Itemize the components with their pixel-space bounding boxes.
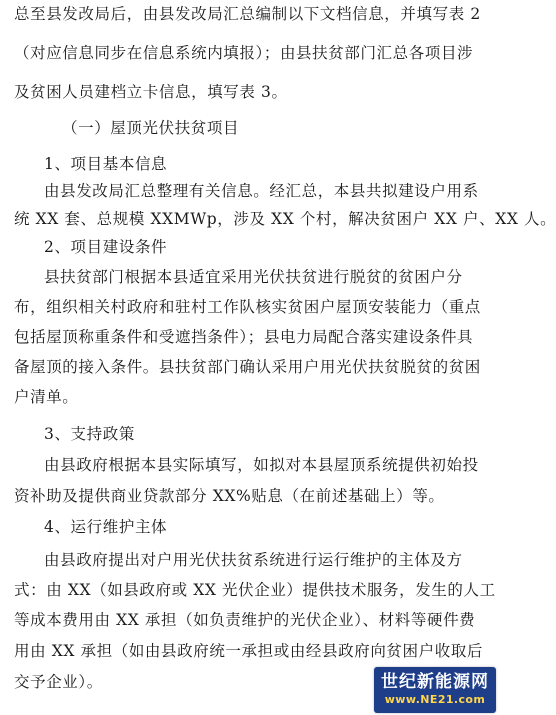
body-text-line: 备屋顶的接入条件。县扶贫部门确认采用户用光伏扶贫脱贫的贫困: [14, 358, 481, 376]
subsection-heading: 4、运行维护主体: [44, 518, 168, 536]
body-text-line: 交予企业）。: [14, 673, 103, 691]
body-text-line: 总至县发改局后，由县发改局汇总编制以下文档信息，并填写表 2: [14, 5, 481, 23]
subsection-heading: 1、项目基本信息: [44, 155, 168, 173]
subsection-heading: 2、项目建设条件: [44, 238, 168, 256]
body-text-line: 县扶贫部门根据本县适宜采用光伏扶贫进行脱贫的贫困户分: [44, 268, 463, 286]
body-text-line: 由县发改局汇总整理有关信息。经汇总，本县共拟建设户用系: [44, 182, 479, 200]
site-watermark-logo: [374, 667, 496, 713]
body-text-line: 布，组织相关村政府和驻村工作队核实贫困户屋顶安装能力（重点: [14, 298, 481, 316]
body-text-line: 由县政府提出对户用光伏扶贫系统进行运行维护的主体及方: [44, 551, 463, 569]
body-text-line: 由县政府根据本县实际填写，如拟对本县屋顶系统提供初始投: [44, 456, 479, 474]
body-text-line: 统 XX 套、总规模 XXMWp，涉及 XX 个村，解决贫困户 XX 户、XX 人。: [14, 210, 556, 228]
body-text-line: 户清单。: [14, 388, 79, 406]
watermark-title: 世纪新能源网: [381, 672, 489, 692]
body-text-line: 式：由 XX（如县政府或 XX 光伏企业）提供技术服务，发生的人工: [14, 581, 496, 599]
body-text-line: 用由 XX 承担（如由县政府统一承担或由经县政府向贫困户收取后: [14, 642, 484, 660]
body-text-line: 资补助及提供商业贷款部分 XX%贴息（在前述基础上）等。: [14, 487, 445, 505]
body-text-line: 等成本费用由 XX 承担（如负责维护的光伏企业）、材料等硬件费: [14, 611, 476, 629]
watermark-url: www.NE21.com: [384, 693, 486, 706]
body-text-line: 及贫困人员建档立卡信息，填写表 3。: [14, 83, 288, 101]
subsection-heading: 3、支持政策: [44, 425, 135, 443]
body-text-line: 包括屋顶称重条件和受遮挡条件）；县电力局配合落实建设条件具: [14, 328, 474, 346]
body-text-line: （对应信息同步在信息系统内填报）；由县扶贫部门汇总各项目涉: [14, 44, 474, 62]
section-heading: （一）屋顶光伏扶贫项目: [62, 119, 240, 137]
